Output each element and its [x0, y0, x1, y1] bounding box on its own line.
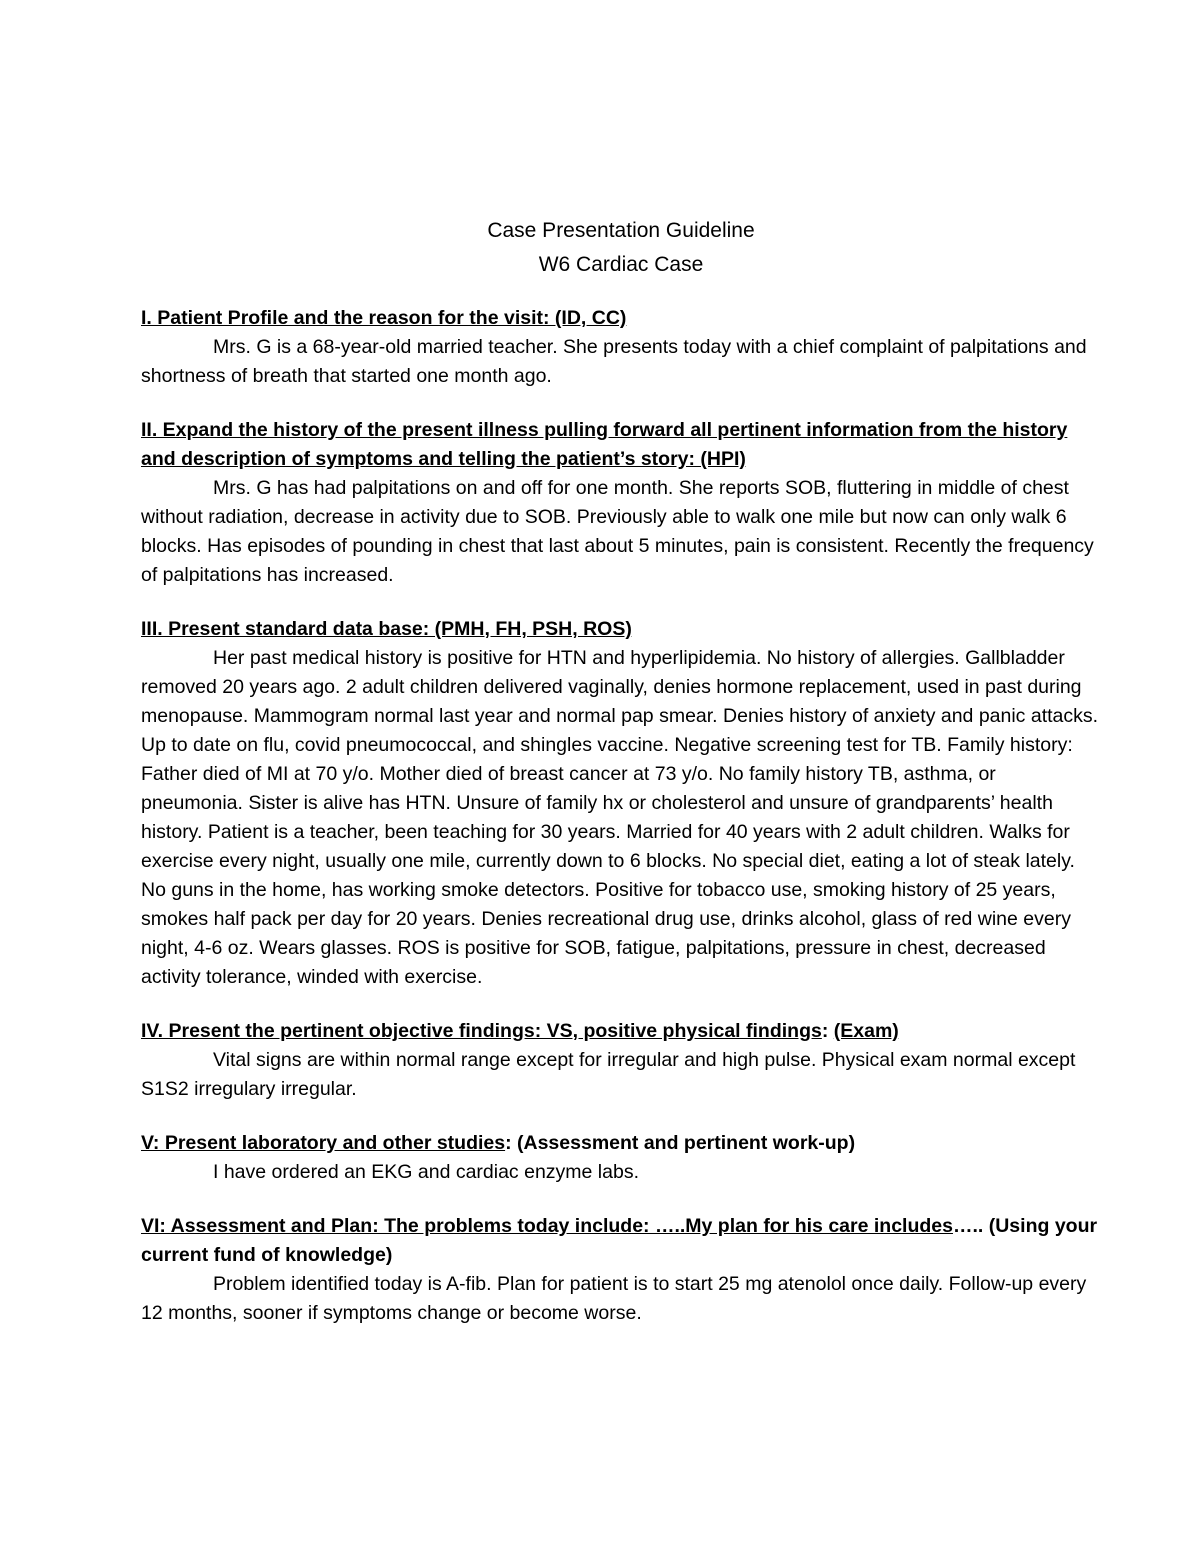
- section-heading-text: VI: Assessment and Plan: The problems today include: …..My plan for his care includes: [141, 1215, 953, 1237]
- section-body: Mrs. G has had palpitations on and off for one month. She reports SOB, fluttering in middle of chest without radiation, decrease in activity due to SOB. Previously able to walk one mile but now can only walk 6 blocks. Has episodes of pounding in chest that last about 5 minutes, pain is consistent. Recently the frequency of palpitations has increased.: [141, 477, 1094, 586]
- section-heading: [141, 1129, 1101, 1158]
- section-heading-text: V: Present laboratory and other studies: [141, 1132, 506, 1154]
- section-heading-text: I. Patient Profile and the reason for the visit: (ID, CC): [141, 307, 627, 329]
- document-subtitle: W6 Cardiac Case: [538, 253, 704, 276]
- section-heading-separator: …..: [952, 1215, 989, 1237]
- section-heading-tail: (Using your current fund of knowledge): [141, 1215, 1098, 1266]
- section-body: Her past medical history is positive for HTN and hyperlipidemia. No history of allergies. Gallbladder removed 20 years ago. 2 adult children delivered vaginally, denies hormone replacement, used in past during menopause. Mammogram normal last year and normal pap smear. Denies history of anxiety and panic attacks. Up to date on flu, covid pneumococcal, and shingles vaccine. Negative screening test for TB. Family history: Father died of MI at 70 y/o. Mother died of breast cancer at 73 y/o. No family history TB, asthma, or pneumonia. Sister is alive has HTN. Unsure of family hx or cholesterol and unsure of grandparents’ health history. Patient is a teacher, been teaching for 30 years. Married for 40 years with 2 adult children. Walks for exercise every night, usually one mile, currently down to 6 blocks. No special diet, eating a lot of steak lately. No guns in the home, has working smoke detectors. Positive for tobacco use, smoking history of 25 years, smokes half pack per day for 20 years. Denies recreational drug use, drinks alcohol, glass of red wine every night, 4-6 oz. Wears glasses. ROS is positive for SOB, fatigue, palpitations, pressure in chest, decreased activity tolerance, winded with exercise.: [141, 647, 1099, 988]
- section-heading-text: II. Expand the history of the present illness pulling forward all pertinent information from the history and description of symptoms and telling the patient’s story: (HPI): [141, 419, 1068, 470]
- section-assessment-plan: [141, 1212, 1101, 1328]
- section-heading-separator: :: [505, 1132, 518, 1154]
- section-objective-findings: [141, 1017, 1101, 1104]
- section-body: Problem identified today is A-fib. Plan for patient is to start 25 mg atenolol once daily. Follow-up every 12 months, sooner if symptoms change or become worse.: [141, 1273, 1087, 1324]
- document-content: [141, 214, 1101, 1353]
- document-title: Case Presentation Guideline: [487, 219, 755, 242]
- section-patient-profile: [141, 304, 1101, 391]
- section-heading: [141, 1017, 1101, 1046]
- section-body: Vital signs are within normal range except for irregular and high pulse. Physical exam normal except S1S2 irregulary irregular.: [141, 1049, 1076, 1100]
- section-heading-separator: :: [821, 1020, 834, 1042]
- section-database: [141, 615, 1101, 992]
- section-heading-tail: (Assessment and pertinent work-up): [517, 1132, 856, 1154]
- section-heading-tail: (Exam): [833, 1020, 899, 1042]
- section-heading-text: IV. Present the pertinent objective findings: VS, positive physical findings: [141, 1020, 822, 1042]
- section-heading: [141, 1212, 1101, 1270]
- section-heading: [141, 304, 1101, 333]
- section-heading: [141, 615, 1101, 644]
- section-body: I have ordered an EKG and cardiac enzyme labs.: [213, 1161, 639, 1183]
- section-laboratory: [141, 1129, 1101, 1187]
- title-block: [141, 214, 1101, 282]
- section-heading-text: III. Present standard data base: (PMH, FH, PSH, ROS): [141, 618, 632, 640]
- section-hpi: [141, 416, 1101, 590]
- section-heading: [141, 416, 1101, 474]
- section-body: Mrs. G is a 68-year-old married teacher. She presents today with a chief complaint of palpitations and shortness of breath that started one month ago.: [141, 336, 1087, 387]
